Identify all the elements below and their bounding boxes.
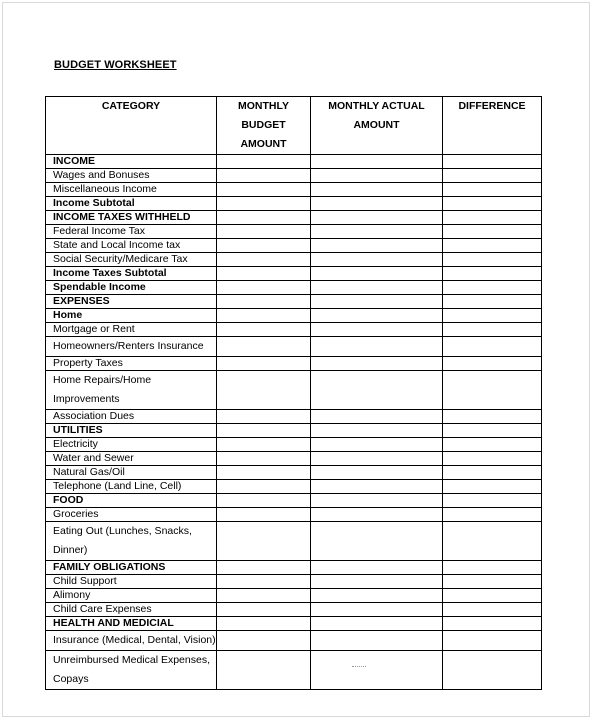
actual-amount-cell[interactable] bbox=[311, 155, 443, 169]
category-cell: Telephone (Land Line, Cell) bbox=[46, 480, 217, 494]
table-row bbox=[46, 589, 542, 603]
budget-amount-cell[interactable] bbox=[217, 197, 311, 211]
difference-cell[interactable] bbox=[443, 466, 542, 480]
budget-amount-cell[interactable] bbox=[217, 466, 311, 480]
table-row bbox=[46, 337, 542, 357]
budget-amount-cell[interactable] bbox=[217, 410, 311, 424]
table-row bbox=[46, 424, 542, 438]
difference-cell[interactable] bbox=[443, 371, 542, 410]
budget-amount-cell[interactable] bbox=[217, 603, 311, 617]
category-cell: INCOME TAXES WITHHELD bbox=[46, 211, 217, 225]
category-cell: Income Taxes Subtotal bbox=[46, 267, 217, 281]
table-row bbox=[46, 267, 542, 281]
difference-cell[interactable] bbox=[443, 452, 542, 466]
table-row bbox=[46, 508, 542, 522]
actual-amount-cell[interactable] bbox=[311, 357, 443, 371]
category-cell: Eating Out (Lunches, Snacks, Dinner) bbox=[46, 522, 217, 561]
budget-amount-cell[interactable] bbox=[217, 651, 311, 690]
table-row bbox=[46, 155, 542, 169]
difference-cell[interactable] bbox=[443, 631, 542, 651]
category-cell: Social Security/Medicare Tax bbox=[46, 253, 217, 267]
budget-amount-cell[interactable] bbox=[217, 337, 311, 357]
table-row bbox=[46, 631, 542, 651]
actual-amount-cell[interactable] bbox=[311, 651, 443, 690]
table-row bbox=[46, 253, 542, 267]
category-cell: Child Support bbox=[46, 575, 217, 589]
category-cell: Wages and Bonuses bbox=[46, 169, 217, 183]
difference-cell[interactable] bbox=[443, 267, 542, 281]
difference-cell[interactable] bbox=[443, 651, 542, 690]
actual-amount-cell[interactable] bbox=[311, 323, 443, 337]
column-header-difference: DIFFERENCE bbox=[443, 97, 542, 155]
difference-cell[interactable] bbox=[443, 494, 542, 508]
table-row bbox=[46, 357, 542, 371]
budget-table-container bbox=[45, 96, 541, 685]
actual-amount-cell[interactable] bbox=[311, 522, 443, 561]
actual-amount-cell[interactable] bbox=[311, 589, 443, 603]
table-row bbox=[46, 480, 542, 494]
difference-cell[interactable] bbox=[443, 410, 542, 424]
actual-amount-cell[interactable] bbox=[311, 452, 443, 466]
difference-cell[interactable] bbox=[443, 603, 542, 617]
table-row bbox=[46, 197, 542, 211]
column-header-category: CATEGORY bbox=[46, 97, 217, 155]
category-cell: HEALTH AND MEDICIAL bbox=[46, 617, 217, 631]
category-cell: Home Repairs/Home Improvements bbox=[46, 371, 217, 410]
actual-amount-cell[interactable] bbox=[311, 337, 443, 357]
difference-cell[interactable] bbox=[443, 295, 542, 309]
actual-amount-cell[interactable] bbox=[311, 494, 443, 508]
budget-amount-cell[interactable] bbox=[217, 239, 311, 253]
difference-cell[interactable] bbox=[443, 183, 542, 197]
category-cell: State and Local Income tax bbox=[46, 239, 217, 253]
category-cell: Natural Gas/Oil bbox=[46, 466, 217, 480]
budget-amount-cell[interactable] bbox=[217, 617, 311, 631]
table-row bbox=[46, 561, 542, 575]
category-cell: UTILITIES bbox=[46, 424, 217, 438]
table-row bbox=[46, 211, 542, 225]
difference-cell[interactable] bbox=[443, 281, 542, 295]
table-row bbox=[46, 295, 542, 309]
difference-cell[interactable] bbox=[443, 337, 542, 357]
budget-amount-cell[interactable] bbox=[217, 561, 311, 575]
category-cell: Alimony bbox=[46, 589, 217, 603]
actual-amount-cell[interactable] bbox=[311, 169, 443, 183]
difference-cell[interactable] bbox=[443, 169, 542, 183]
table-row bbox=[46, 225, 542, 239]
category-cell: Home bbox=[46, 309, 217, 323]
budget-amount-cell[interactable] bbox=[217, 522, 311, 561]
category-cell: Federal Income Tax bbox=[46, 225, 217, 239]
table-row bbox=[46, 617, 542, 631]
worksheet-title: BUDGET WORKSHEET bbox=[54, 59, 177, 71]
budget-amount-cell[interactable] bbox=[217, 494, 311, 508]
table-row bbox=[46, 169, 542, 183]
actual-amount-cell[interactable] bbox=[311, 575, 443, 589]
difference-cell[interactable] bbox=[443, 438, 542, 452]
table-row bbox=[46, 410, 542, 424]
difference-cell[interactable] bbox=[443, 561, 542, 575]
category-cell: Mortgage or Rent bbox=[46, 323, 217, 337]
category-cell: Electricity bbox=[46, 438, 217, 452]
category-cell: Unreimbursed Medical Expenses, Copays bbox=[46, 651, 217, 690]
actual-amount-cell[interactable] bbox=[311, 480, 443, 494]
category-cell: FOOD bbox=[46, 494, 217, 508]
actual-amount-cell[interactable] bbox=[311, 603, 443, 617]
budget-amount-cell[interactable] bbox=[217, 211, 311, 225]
budget-table bbox=[45, 96, 542, 690]
table-row bbox=[46, 651, 542, 690]
actual-amount-cell[interactable] bbox=[311, 267, 443, 281]
budget-amount-cell[interactable] bbox=[217, 508, 311, 522]
table-row bbox=[46, 183, 542, 197]
category-cell: Spendable Income bbox=[46, 281, 217, 295]
table-row bbox=[46, 603, 542, 617]
actual-amount-cell[interactable] bbox=[311, 197, 443, 211]
category-cell: Association Dues bbox=[46, 410, 217, 424]
budget-amount-cell[interactable] bbox=[217, 309, 311, 323]
table-row bbox=[46, 309, 542, 323]
table-row bbox=[46, 494, 542, 508]
difference-cell[interactable] bbox=[443, 225, 542, 239]
budget-amount-cell[interactable] bbox=[217, 281, 311, 295]
category-cell: Water and Sewer bbox=[46, 452, 217, 466]
budget-amount-cell[interactable] bbox=[217, 371, 311, 410]
actual-amount-cell[interactable] bbox=[311, 508, 443, 522]
category-cell: Property Taxes bbox=[46, 357, 217, 371]
budget-amount-cell[interactable] bbox=[217, 183, 311, 197]
budget-amount-cell[interactable] bbox=[217, 357, 311, 371]
table-row bbox=[46, 452, 542, 466]
column-header-monthly-budget: MONTHLY BUDGET AMOUNT bbox=[217, 97, 311, 155]
actual-amount-cell[interactable] bbox=[311, 438, 443, 452]
budget-table-body bbox=[46, 155, 542, 690]
difference-cell[interactable] bbox=[443, 323, 542, 337]
difference-cell[interactable] bbox=[443, 197, 542, 211]
budget-amount-cell[interactable] bbox=[217, 267, 311, 281]
actual-amount-cell[interactable] bbox=[311, 466, 443, 480]
difference-cell[interactable] bbox=[443, 155, 542, 169]
actual-amount-cell[interactable] bbox=[311, 183, 443, 197]
actual-amount-cell[interactable] bbox=[311, 561, 443, 575]
difference-cell[interactable] bbox=[443, 357, 542, 371]
category-cell: Homeowners/Renters Insurance bbox=[46, 337, 217, 357]
budget-amount-cell[interactable] bbox=[217, 452, 311, 466]
budget-amount-cell[interactable] bbox=[217, 253, 311, 267]
actual-amount-cell[interactable] bbox=[311, 424, 443, 438]
budget-amount-cell[interactable] bbox=[217, 589, 311, 603]
actual-amount-cell[interactable] bbox=[311, 410, 443, 424]
category-cell: Miscellaneous Income bbox=[46, 183, 217, 197]
category-cell: EXPENSES bbox=[46, 295, 217, 309]
table-row bbox=[46, 438, 542, 452]
difference-cell[interactable] bbox=[443, 617, 542, 631]
category-cell: FAMILY OBLIGATIONS bbox=[46, 561, 217, 575]
table-row bbox=[46, 575, 542, 589]
difference-cell[interactable] bbox=[443, 309, 542, 323]
category-cell: INCOME bbox=[46, 155, 217, 169]
difference-cell[interactable] bbox=[443, 239, 542, 253]
budget-amount-cell[interactable] bbox=[217, 169, 311, 183]
budget-amount-cell[interactable] bbox=[217, 438, 311, 452]
budget-amount-cell[interactable] bbox=[217, 631, 311, 651]
column-header-monthly-actual: MONTHLY ACTUAL AMOUNT bbox=[311, 97, 443, 155]
budget-amount-cell[interactable] bbox=[217, 323, 311, 337]
table-row bbox=[46, 281, 542, 295]
actual-amount-cell[interactable] bbox=[311, 295, 443, 309]
table-row bbox=[46, 466, 542, 480]
actual-amount-cell[interactable] bbox=[311, 253, 443, 267]
budget-amount-cell[interactable] bbox=[217, 424, 311, 438]
actual-amount-cell[interactable] bbox=[311, 281, 443, 295]
category-cell: Groceries bbox=[46, 508, 217, 522]
budget-amount-cell[interactable] bbox=[217, 225, 311, 239]
budget-amount-cell[interactable] bbox=[217, 480, 311, 494]
difference-cell[interactable] bbox=[443, 522, 542, 561]
actual-amount-cell[interactable] bbox=[311, 371, 443, 410]
category-cell: Child Care Expenses bbox=[46, 603, 217, 617]
table-row bbox=[46, 239, 542, 253]
budget-amount-cell[interactable] bbox=[217, 575, 311, 589]
page-break-mark bbox=[352, 666, 366, 669]
category-cell: Insurance (Medical, Dental, Vision) bbox=[46, 631, 217, 651]
category-cell: Income Subtotal bbox=[46, 197, 217, 211]
table-row bbox=[46, 323, 542, 337]
difference-cell[interactable] bbox=[443, 508, 542, 522]
difference-cell[interactable] bbox=[443, 424, 542, 438]
difference-cell[interactable] bbox=[443, 480, 542, 494]
table-header-row bbox=[46, 97, 542, 155]
budget-amount-cell[interactable] bbox=[217, 295, 311, 309]
table-row bbox=[46, 522, 542, 561]
actual-amount-cell[interactable] bbox=[311, 225, 443, 239]
actual-amount-cell[interactable] bbox=[311, 617, 443, 631]
table-row bbox=[46, 371, 542, 410]
actual-amount-cell[interactable] bbox=[311, 309, 443, 323]
difference-cell[interactable] bbox=[443, 575, 542, 589]
difference-cell[interactable] bbox=[443, 589, 542, 603]
budget-amount-cell[interactable] bbox=[217, 155, 311, 169]
actual-amount-cell[interactable] bbox=[311, 211, 443, 225]
difference-cell[interactable] bbox=[443, 253, 542, 267]
actual-amount-cell[interactable] bbox=[311, 239, 443, 253]
difference-cell[interactable] bbox=[443, 211, 542, 225]
actual-amount-cell[interactable] bbox=[311, 631, 443, 651]
